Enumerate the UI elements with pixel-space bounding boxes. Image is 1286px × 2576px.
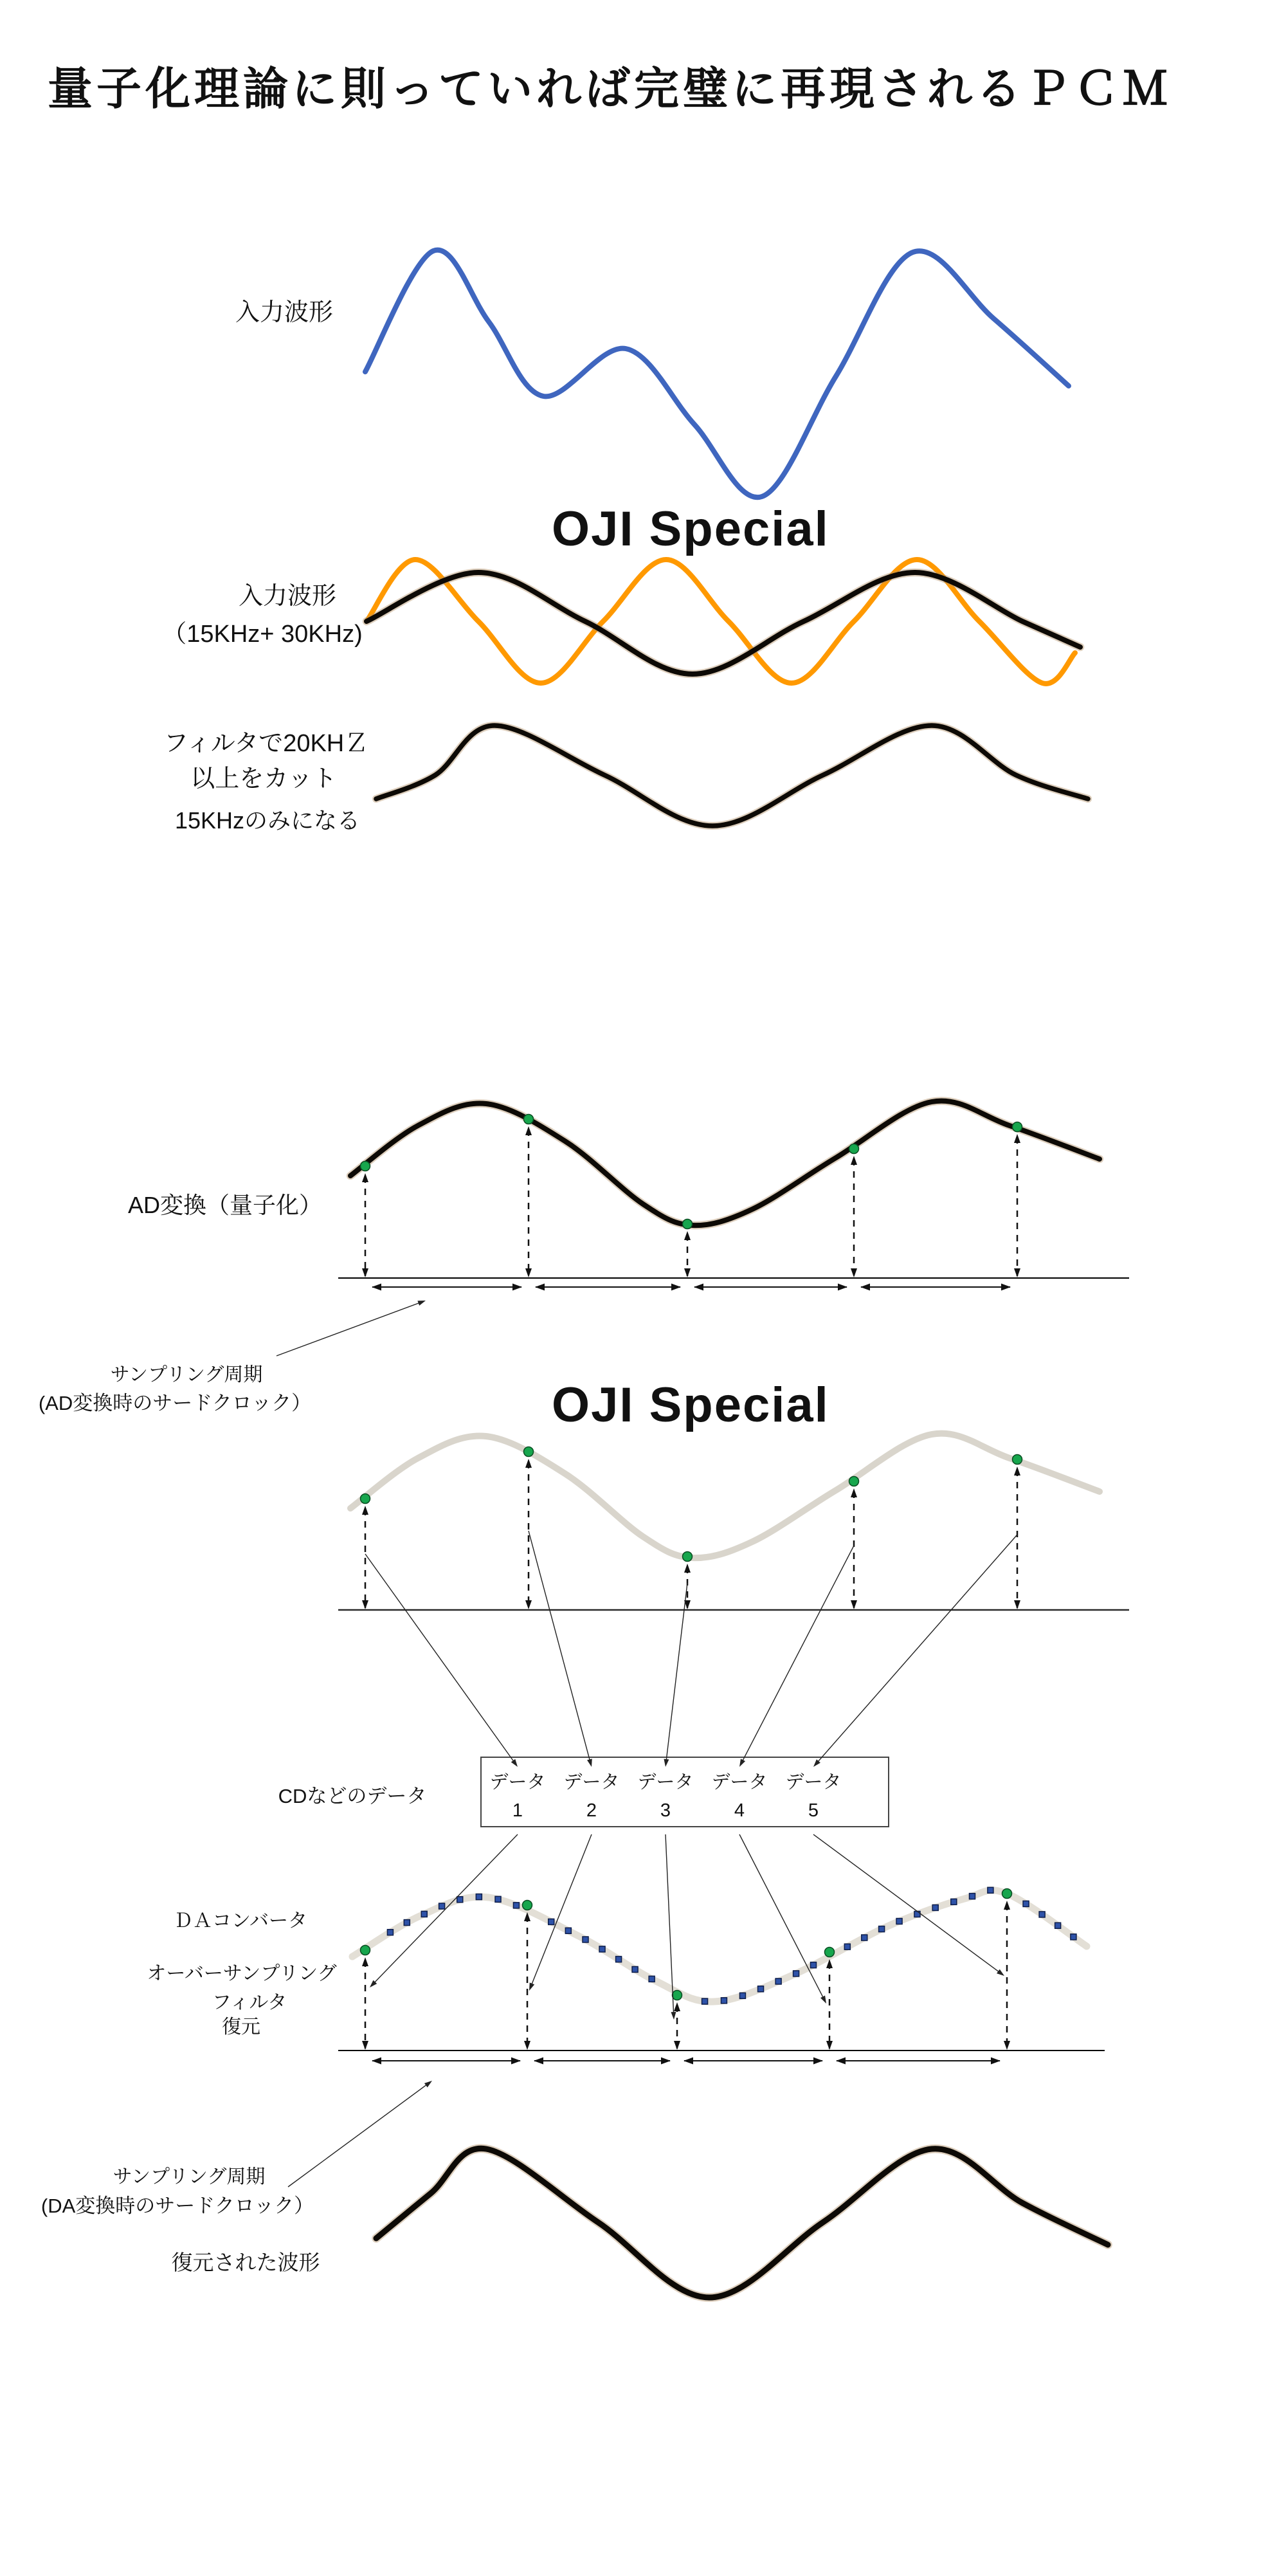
up-arrowhead — [1014, 1466, 1020, 1475]
sample-point-dot — [523, 1901, 532, 1910]
quantized-waveform-gray — [350, 1434, 1100, 1558]
up-arrowhead — [362, 1506, 368, 1515]
data-num-3: 3 — [660, 1800, 671, 1821]
left-arrowhead — [534, 2058, 543, 2065]
up-arrowhead — [684, 1231, 691, 1240]
up-arrowhead — [362, 1173, 368, 1182]
label-filter-line3: 15KHzのみになる — [174, 807, 361, 834]
right-arrowhead — [661, 2058, 671, 2065]
oversample-point-square — [599, 1946, 605, 1952]
left-arrowhead — [684, 2058, 693, 2065]
up-arrowhead — [851, 1156, 857, 1165]
oversample-point-square — [896, 1919, 902, 1924]
label-ad-conversion: AD変換（量子化） — [127, 1192, 323, 1218]
waveforms — [350, 250, 1108, 2297]
watermark-oji-special-1: OJI Special — [552, 502, 829, 556]
oversample-point-square — [702, 1998, 708, 2004]
sample-point-dot — [1002, 1889, 1012, 1899]
down-arrowhead — [1014, 1268, 1020, 1277]
data-num-4: 4 — [734, 1800, 745, 1821]
data-num-2: 2 — [586, 1800, 597, 1821]
label-filter-line1: フィルタで20KHＺ — [163, 730, 369, 757]
data-flow-arrowhead — [671, 2012, 676, 2020]
sample-point-dot — [1013, 1455, 1022, 1465]
oversample-point-square — [879, 1926, 885, 1932]
data-label-5: データ — [785, 1772, 842, 1793]
label-oversampling-filter: フィルタ — [212, 1992, 287, 2013]
data-flow-arrowhead — [739, 1759, 745, 1767]
sample-point-dot — [361, 1946, 370, 1955]
down-arrowhead — [826, 2041, 833, 2050]
sample-point-dot — [673, 1991, 682, 2000]
oversample-point-square — [632, 1966, 638, 1972]
oversample-point-square — [775, 1978, 781, 1984]
label-mixed-wave-line2: （15KHz+ 30KHz) — [162, 621, 363, 648]
label-input-wave: 入力波形 — [235, 299, 334, 326]
down-arrowhead — [362, 2041, 368, 2050]
up-arrowhead — [674, 2002, 680, 2011]
data-label-2: データ — [563, 1772, 620, 1793]
right-arrowhead — [838, 1284, 847, 1291]
left-arrowhead — [694, 1284, 703, 1291]
waveform-15khz-black — [367, 572, 1080, 674]
label-sampling-ad-line2: (AD変換時のサードクロック） — [38, 1392, 312, 1414]
oversample-point-square — [793, 1971, 799, 1977]
filtered-waveform — [376, 726, 1088, 826]
oversample-point-square — [758, 1986, 764, 1992]
down-arrowhead — [851, 1268, 857, 1277]
down-arrowhead — [362, 1600, 368, 1609]
oversample-point-square — [988, 1887, 993, 1893]
up-arrowhead — [1014, 1134, 1020, 1143]
label-oversampling: オーバーサンプリング — [147, 1963, 337, 1984]
oversample-point-square — [457, 1897, 463, 1903]
right-arrowhead — [671, 1284, 681, 1291]
sample-point-dot — [361, 1494, 370, 1504]
page-title: 量子化理論に則っていれば完璧に再現されるＰＣＭ — [48, 64, 1172, 114]
data-flow-arrowhead — [664, 1759, 669, 1767]
oversample-point-square — [616, 1957, 622, 1962]
label-filter-line2: 以上をカット — [190, 765, 337, 792]
oversample-point-square — [583, 1937, 588, 1942]
waveform-15khz-black-halo — [367, 572, 1080, 674]
label-cd-data: CDなどのデータ — [278, 1785, 427, 1807]
down-arrowhead — [362, 1268, 368, 1277]
right-arrowhead — [512, 1284, 522, 1291]
data-flow-line — [741, 1546, 854, 1764]
restored-waveform-halo — [376, 2148, 1108, 2297]
down-arrowhead — [525, 1600, 532, 1609]
sample-point-dot — [849, 1144, 859, 1154]
up-arrowhead — [684, 1564, 691, 1573]
oversample-point-square — [810, 1962, 816, 1968]
data-flow-arrowhead — [511, 1759, 518, 1767]
oversample-point-square — [548, 1919, 554, 1924]
sample-point-dot — [361, 1162, 370, 1171]
left-arrowhead — [372, 1284, 381, 1291]
sample-point-dot — [683, 1219, 693, 1229]
data-flow-arrowhead — [587, 1758, 592, 1767]
input-waveform-blue — [365, 250, 1069, 498]
data-flow-arrowhead — [820, 1995, 826, 2004]
data-flow-arrowhead — [529, 1982, 534, 1991]
oversample-point-square — [951, 1899, 957, 1905]
oversample-point-square — [739, 1993, 745, 1998]
oversample-point-square — [862, 1935, 867, 1941]
down-arrowhead — [1004, 2041, 1010, 2050]
up-arrowhead — [362, 1957, 368, 1966]
label-restore: 復元 — [222, 2016, 260, 2038]
data-label-3: データ — [637, 1772, 694, 1793]
oversample-point-square — [439, 1903, 445, 1909]
data-num-1: 1 — [512, 1800, 523, 1821]
data-flow-line — [530, 1834, 592, 1988]
right-arrowhead — [511, 2058, 521, 2065]
oversample-point-square — [844, 1944, 850, 1950]
sample-point-dot — [1013, 1122, 1022, 1132]
label-mixed-wave-line1: 入力波形 — [238, 583, 337, 610]
label-sampling-ad-line1: サンプリング周期 — [110, 1364, 263, 1385]
label-sampling-da-line2: (DA変換時のサードクロック） — [41, 2195, 314, 2217]
down-arrowhead — [524, 2041, 530, 2050]
sample-point-dot — [683, 1552, 693, 1562]
sample-point-dot — [524, 1115, 534, 1124]
left-arrowhead — [535, 1284, 545, 1291]
data-label-1: データ — [489, 1772, 546, 1793]
sample-point-dot — [825, 1948, 835, 1957]
up-arrowhead — [851, 1488, 857, 1497]
label-restored-wave: 復元された波形 — [171, 2251, 320, 2274]
oversample-point-square — [914, 1912, 920, 1917]
watermark-oji-special-2: OJI Special — [552, 1378, 829, 1432]
data-flow-arrowhead — [997, 1969, 1004, 1976]
left-arrowhead — [372, 2058, 381, 2065]
data-flow-line — [529, 1531, 591, 1764]
label-da-converter: ＤＡコンバータ — [174, 1910, 307, 1932]
label-pointer-arrowhead — [417, 1301, 426, 1306]
data-flow-line — [815, 1535, 1017, 1765]
down-arrowhead — [851, 1600, 857, 1609]
oversample-point-square — [932, 1905, 938, 1910]
oversample-point-square — [404, 1920, 410, 1926]
label-pointer-line — [288, 2082, 430, 2187]
sample-point-dot — [524, 1447, 534, 1457]
oversample-point-square — [495, 1896, 501, 1902]
restored-waveform — [376, 2148, 1108, 2297]
filtered-waveform-halo — [376, 726, 1088, 826]
sample-point-dot — [849, 1477, 859, 1486]
oversample-point-square — [1055, 1923, 1061, 1928]
oversample-point-square — [513, 1903, 519, 1908]
da-oversampled-waveform — [352, 1890, 1087, 2002]
right-arrowhead — [991, 2058, 1001, 2065]
diagram-decorations — [276, 1115, 1076, 2188]
oversample-point-square — [565, 1928, 571, 1933]
data-label-4: データ — [711, 1772, 768, 1793]
down-arrowhead — [684, 1268, 691, 1277]
cd-data-box-labels — [489, 1772, 841, 1821]
oversample-point-square — [721, 1998, 727, 2004]
data-num-5: 5 — [808, 1800, 819, 1821]
left-arrowhead — [836, 2058, 846, 2065]
data-flow-line — [365, 1554, 516, 1765]
up-arrowhead — [1004, 1901, 1010, 1910]
label-pointer-arrowhead — [424, 2081, 432, 2087]
oversample-point-square — [970, 1894, 975, 1899]
left-arrowhead — [860, 1284, 870, 1291]
down-arrowhead — [674, 2041, 680, 2050]
oversample-point-square — [1039, 1912, 1045, 1917]
label-pointer-line — [276, 1301, 423, 1356]
oversample-point-square — [649, 1976, 655, 1982]
up-arrowhead — [525, 1459, 532, 1468]
down-arrowhead — [525, 1268, 532, 1277]
oversample-point-square — [387, 1930, 393, 1935]
oversample-point-square — [476, 1894, 482, 1900]
oversample-point-square — [1023, 1901, 1029, 1906]
up-arrowhead — [525, 1126, 532, 1135]
down-arrowhead — [1014, 1600, 1020, 1609]
label-sampling-da-line1: サンプリング周期 — [113, 2166, 266, 2188]
data-flow-line — [372, 1834, 518, 1986]
oversample-point-square — [421, 1911, 427, 1917]
oversample-point-square — [1071, 1934, 1076, 1940]
ad-sampled-waveform-halo — [350, 1101, 1100, 1226]
right-arrowhead — [1001, 1284, 1011, 1291]
right-arrowhead — [813, 2058, 823, 2065]
